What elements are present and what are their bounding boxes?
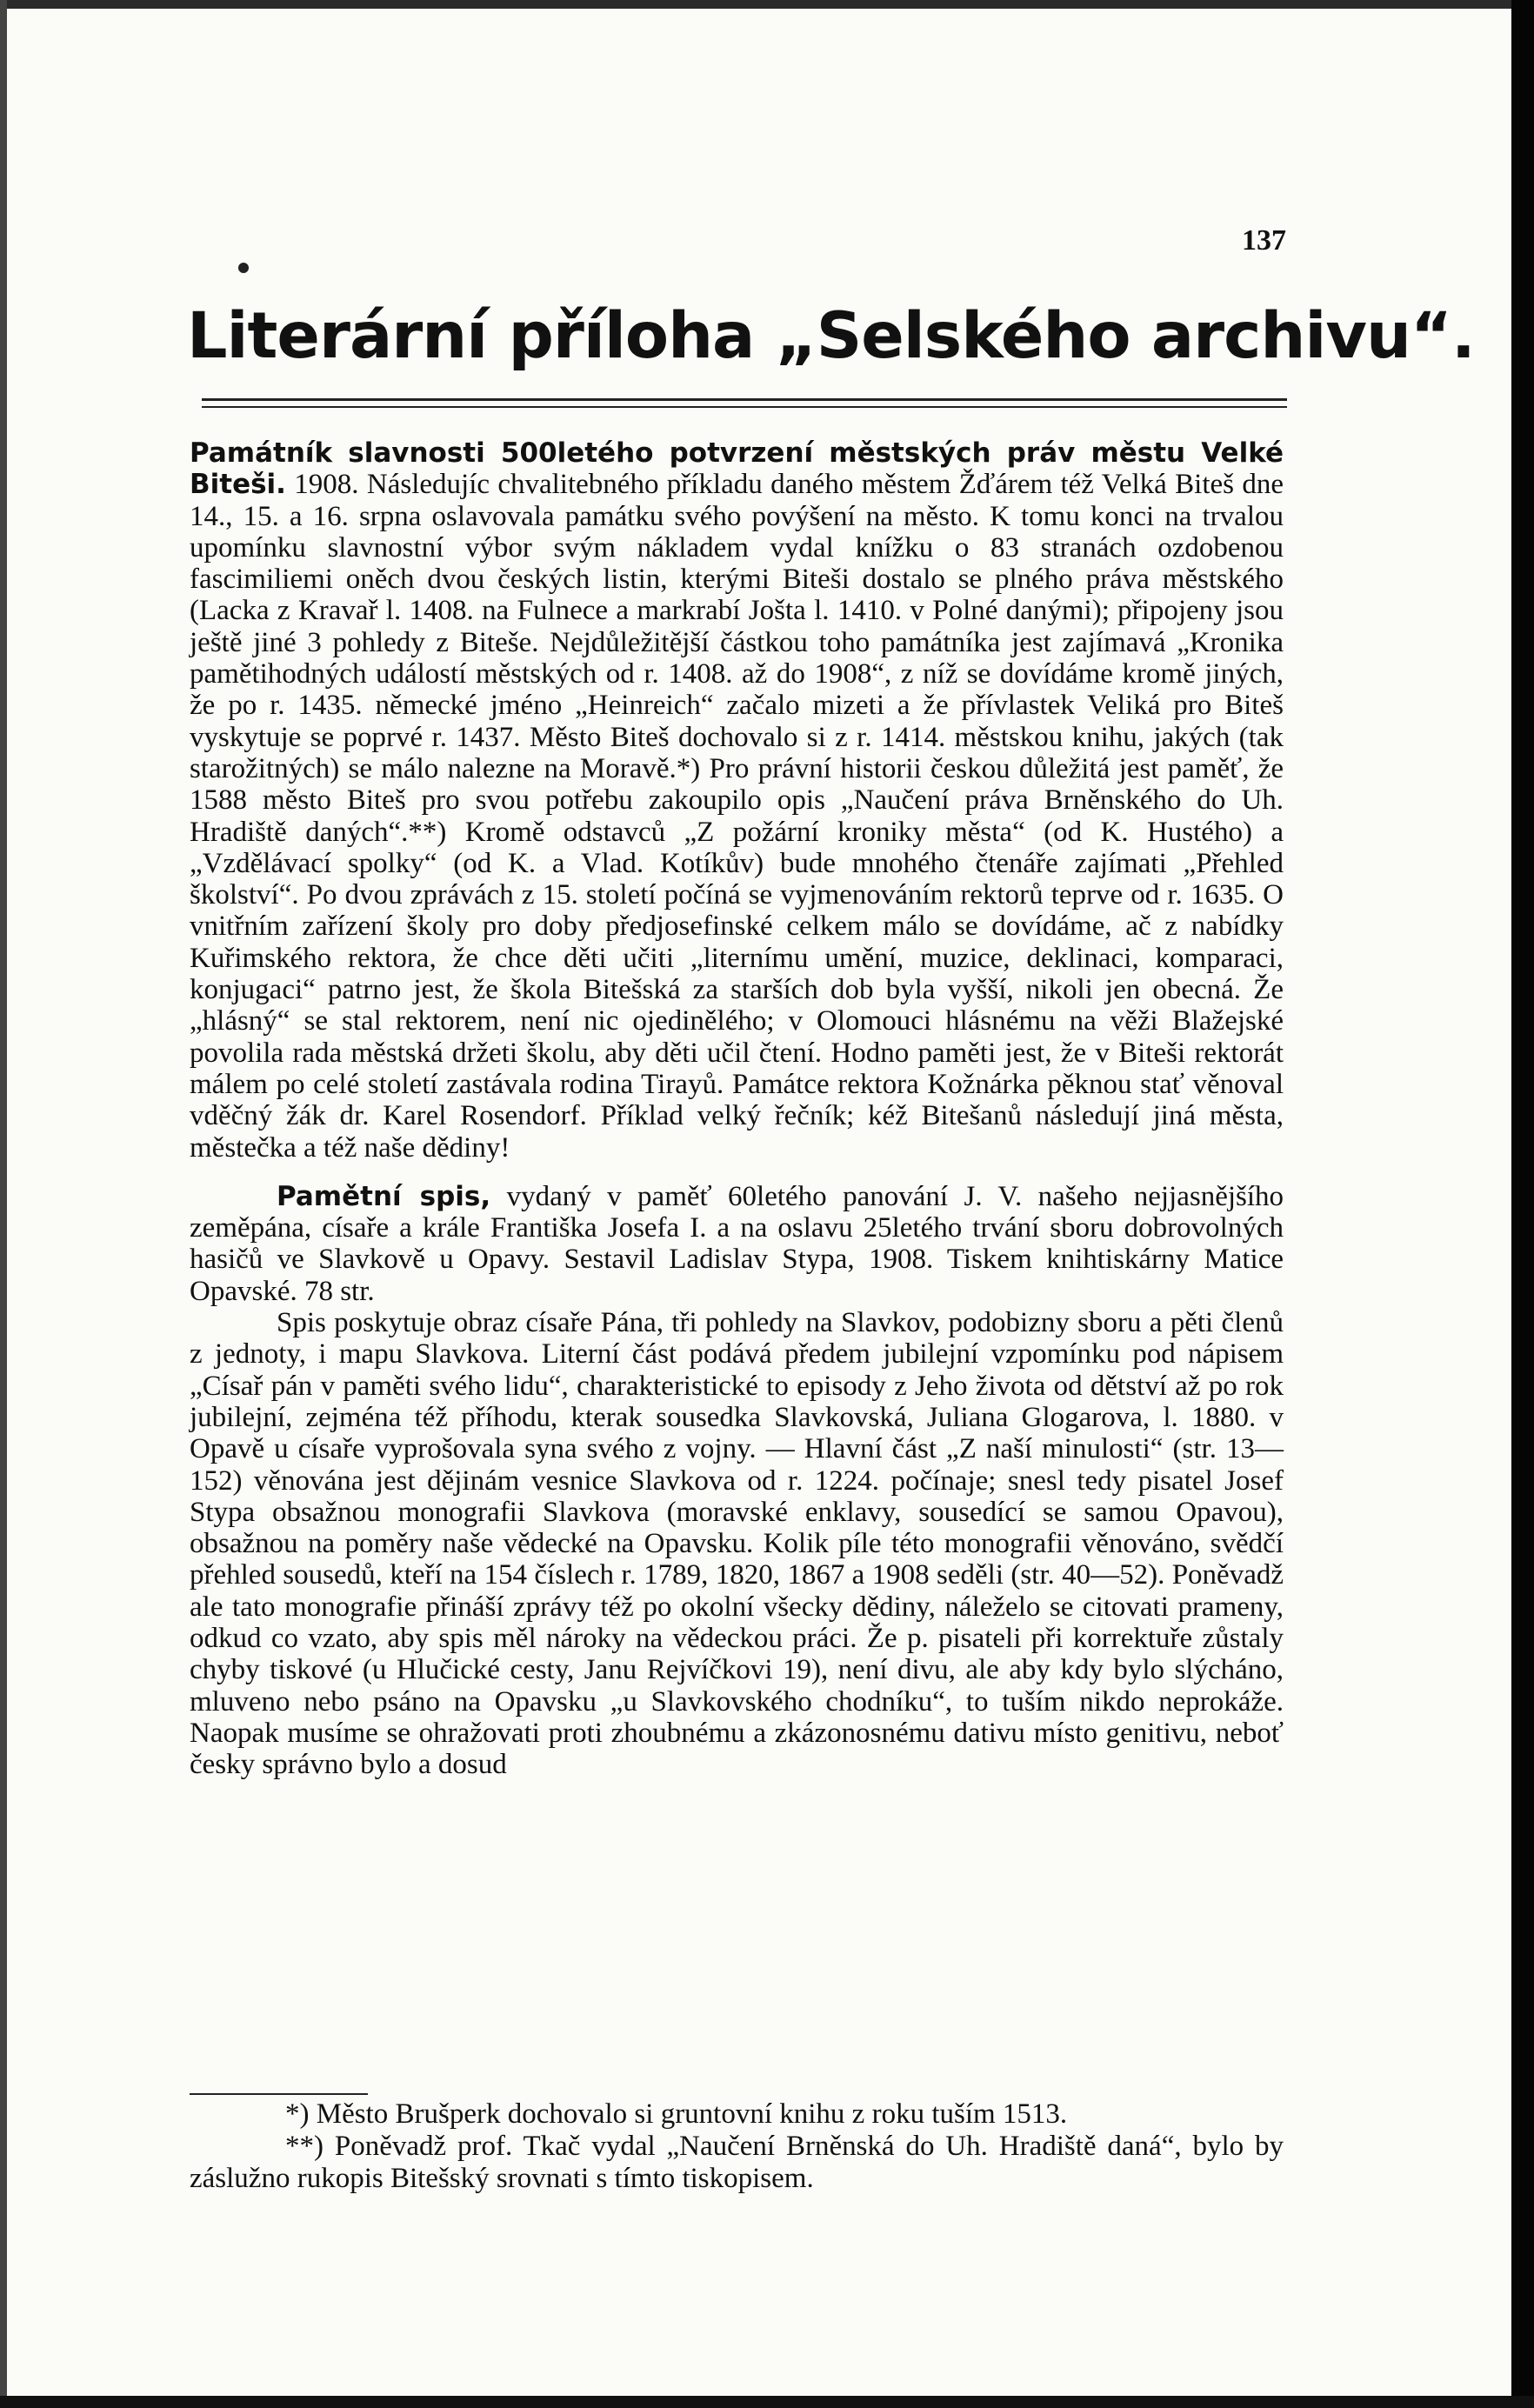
title-rule-thick [202,398,1287,401]
scan-edge-top [0,0,1534,9]
article-heading: Pamětní spis, [277,1180,491,1212]
ink-dot [238,263,249,273]
scan-edge-right [1511,0,1534,2408]
footnote: **) Poněvadž prof. Tkač vydal „Naučení Brněnská do Uh. Hradiště daná“, bylo by záslužno rukopis Bitešský srovnati s tímto tiskopisem. [190,2131,1284,2194]
page-title: Literární příloha „Selského archivu“. [187,299,1475,373]
article-paragraph: Spis poskytuje obraz císaře Pána, tři pohledy na Slavkov, podobizny sboru a pěti členů z jednoty, i mapu Slavkova. Literní část podává předem jubilejní vzpomínku pod nápisem „Císař pán v paměti svého lidu“, charakteristické to episody z Jeho života od dětství až po rok jubilejní, zejména též příhodu, kterak sousedka Slavkovská, Juliana Glogarova, l. 1880. v Opavě u císaře vyprošovala syna svého z vojny. — Hlavní část „Z naší minulosti“ (str. 13—152) věnována jest dějinám vesnice Slavkova od r. 1224. počínaje; snesl tedy pisatel Josef Stypa obsažnou monografii Slavkova (moravské enklavy, sousedící se samou Opavou), obsažnou na poměry naše vědecké na Opavsku. Kolik píle této monografii věnováno, svědčí přehled sousedů, kteří na 154 číslech r. 1789, 1820, 1867 a 1908 seděli (str. 40—52). Poněvadž ale tato monografie přináší zprávy též po okolní všecky dědiny, náleželo se citovati prameny, odkud co vzato, aby spis měl nároky na vědeckou práci. Že p. pisateli při korrektuře zůstaly chyby tiskové (u Hlučické cesty, Janu Rejvíčkovi 19), není divu, ale aby kdy bylo slýcháno, mluveno nebo psáno na Opavsku „u Slavkovského chodníku“, to tuším nikdo neprokáže. Naopak musíme se ohražovati proti zhoubnému a zkázonosnému dativu místo genitivu, neboť česky správno bylo a dosud [190,1307,1284,1781]
article-body: vydaný v paměť 60letého panování J. V. našeho nejjasnějšího zeměpána, císaře a krále Františka Josefa I. a na oslavu 25letého trvání sboru dobrovolných hasičů ve Slavkově u Opavy. Sestavil Ladislav Stypa, 1908. Tiskem knihtiskárny Matice Opavské. 78 str. [190,1180,1284,1307]
scan-edge-bottom [0,2396,1534,2408]
footnote-rule [190,2093,368,2095]
main-text [190,437,1284,1780]
title-rule-thin [202,406,1287,408]
article-heading: Památník slavnosti 500letého potvrzení městských práv městu Velké Biteši. [190,437,1284,501]
article-paragraph [190,1181,1284,1307]
footnote: *) Město Brušperk dochovalo si gruntovní knihu z roku tuším 1513. [285,2098,1068,2130]
page-number: 137 [1242,224,1286,257]
footnotes [190,2098,1284,2195]
scan-edge-left [0,0,7,2408]
article-paragraph [190,437,1284,1164]
article-body: 1908. Následujíc chvalitebného příkladu daného městem Žďárem též Velká Biteš dne 14., 15. a 16. srpna oslavovala památku svého povýšení na město. K tomu konci na trvalou upomínku slavnostní výbor svým nákladem vydal knížku o 83 stranách ozdobenou fascimiliemi oněch dvou českých listin, kterými Biteši dostalo se plného práva městského (Lacka z Kravař l. 1408. na Fulnece a markrabí Jošta l. 1410. v Polné danými); připojeny jsou ještě jiné 3 pohledy z Biteše. Nejdůležitější částkou toho památníka jest zajímavá „Kronika pamětihodných událostí městských od r. 1408. až do 1908“, z níž se dovídáme kromě jiných, že po r. 1435. německé jméno „Heinreich“ začalo mizeti a že přívlastek Veliká pro Biteš vyskytuje se poprvé r. 1437. Město Biteš dochovalo si z r. 1414. městskou knihu, jakých (tak starožitných) se málo nalezne na Moravě.*) Pro právní historii českou důležitá jest paměť, že 1588 město Biteš pro svou potřebu zakoupilo opis „Naučení práva Brněnského do Uh. Hradiště daných“.**) Kromě odstavců „Z požární kroniky města“ (od K. Hustého) a „Vzdělávací spolky“ (od K. a Vlad. Kotíkův) bude mnohého čtenáře zajímati „Přehled školství“. Po dvou zprávách z 15. století počíná se vyjmenováním rektorů teprve od r. 1635. O vnitřním zařízení školy pro doby předjosefinské celkem málo se dovídáme, ač z nabídky Kuřimského rektora, že chce děti učiti „liternímu umění, muzice, deklinaci, komparaci, konjugaci“ patrno jest, že škola Bitešská za starších dob byla vyšší, nikoli jen obecná. Že „hlásný“ se stal rektorem, není nic ojedinělého; v Olomouci hlásnému na věži Blažejské povolila rada městská držeti školu, aby děti učil čtení. Hodno paměti jest, že v Biteši rektorát málem po celé století zastávala rodina Tirayů. Památce rektora Kožnárka pěknou stať věnoval vděčný žák dr. Karel Rosendorf. Příklad velký řečník; kéž Bitešanů následují jiná města, městečka a též naše dědiny! [190,469,1284,1164]
